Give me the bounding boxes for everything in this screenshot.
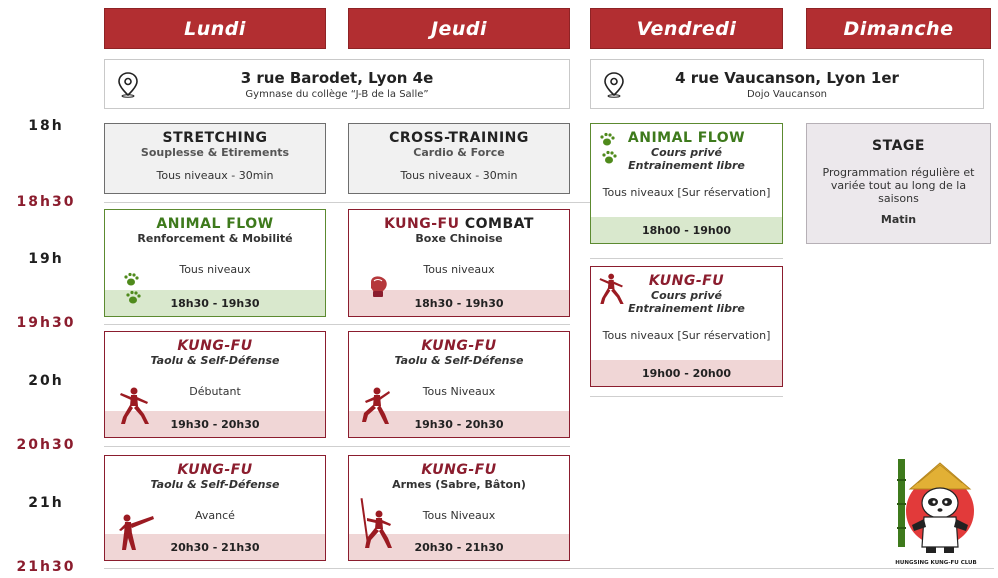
time-21h: 21h <box>28 495 64 511</box>
card-level: Tous Niveaux <box>422 385 496 398</box>
card-title: STAGE <box>872 138 925 154</box>
time-20h: 20h <box>28 373 64 389</box>
card-stretching[interactable] <box>104 123 326 194</box>
card-hours: 19h30 - 20h30 <box>349 411 569 437</box>
day-header-jeudi: Jeudi <box>348 8 570 49</box>
day-header-vendredi: Vendredi <box>590 8 783 49</box>
card-hours: 20h30 - 21h30 <box>349 534 569 560</box>
card-subtitle: Renforcement & Mobilité <box>137 232 293 245</box>
card-subtitle: Cours privé <box>651 289 722 302</box>
card-hours: 20h30 - 21h30 <box>105 534 325 560</box>
card-cross-training[interactable] <box>348 123 570 194</box>
card-title: CROSS-TRAINING <box>389 130 529 146</box>
time-20h30: 20h30 <box>16 437 76 453</box>
card-hours: 18h00 - 19h00 <box>591 217 782 243</box>
divider <box>590 258 783 259</box>
time-18h: 18h <box>28 118 64 134</box>
card-subtitle: Souplesse & Etirements <box>140 146 290 159</box>
card-title <box>349 216 569 232</box>
card-hours: 19h00 - 20h00 <box>591 360 782 386</box>
kung-fu-kick-icon <box>117 512 155 552</box>
card-subtitle: Boxe Chinoise <box>415 232 503 245</box>
card-animal-flow-lundi[interactable] <box>104 209 326 317</box>
kung-fu-fighter-icon <box>597 271 627 307</box>
card-level: Tous niveaux [Sur réservation] <box>602 186 771 199</box>
card-hours: 19h30 - 20h30 <box>105 411 325 437</box>
card-title-part: COMBAT <box>464 216 534 232</box>
card-level: Avancé <box>195 509 235 522</box>
card-kung-fu-jeudi-armes[interactable] <box>348 455 570 561</box>
card-title: KUNG-FU <box>421 338 497 354</box>
card-subtitle: Cours privé <box>651 146 722 159</box>
time-19h: 19h <box>28 251 64 267</box>
card-level: Tous niveaux <box>423 263 495 276</box>
card-level: Tous niveaux - 30min <box>156 169 274 182</box>
card-kung-fu-jeudi-taolu[interactable] <box>348 331 570 438</box>
time-19h30: 19h30 <box>16 315 76 331</box>
card-title: KUNG-FU <box>648 273 725 289</box>
location-address: 4 rue Vaucanson, Lyon 1er <box>675 68 899 87</box>
card-when: Matin <box>880 213 917 226</box>
card-kung-fu-combat-jeudi[interactable] <box>348 209 570 317</box>
card-level: Débutant <box>189 385 241 398</box>
divider <box>104 568 994 569</box>
card-title-part: KUNG-FU <box>384 216 460 232</box>
map-pin-icon <box>603 72 625 98</box>
card-subtitle: Cardio & Force <box>413 146 505 159</box>
club-logo-text: HUNGSING KUNG-FU CLUB <box>895 560 977 566</box>
card-title: KUNG-FU <box>177 338 253 354</box>
boxing-glove-icon <box>365 272 393 300</box>
card-hours: 18h30 - 19h30 <box>349 290 569 316</box>
card-description: Programmation régulière et variée tout au long de la saisons <box>822 166 975 205</box>
club-logo-panda <box>890 455 982 567</box>
time-21h30: 21h30 <box>16 559 76 575</box>
card-subtitle: Armes (Sabre, Bâton) <box>392 478 526 491</box>
divider <box>104 446 570 447</box>
card-level: Tous niveaux [Sur réservation] <box>602 329 771 342</box>
kung-fu-fighter-icon <box>117 386 153 426</box>
card-animal-flow-vendredi[interactable] <box>590 123 783 244</box>
card-stage-dimanche[interactable] <box>806 123 991 244</box>
card-title: KUNG-FU <box>177 462 253 478</box>
card-level: Tous Niveaux <box>422 509 496 522</box>
card-level: Tous niveaux - 30min <box>400 169 518 182</box>
card-subtitle: Taolu & Self-Défense <box>150 354 280 367</box>
card-title: KUNG-FU <box>421 462 497 478</box>
card-subtitle: Taolu & Self-Défense <box>394 354 524 367</box>
time-18h30: 18h30 <box>16 194 76 210</box>
location-venue: Dojo Vaucanson <box>746 88 828 100</box>
day-header-dimanche: Dimanche <box>806 8 991 49</box>
card-hours: 18h30 - 19h30 <box>105 290 325 316</box>
day-header-lundi: Lundi <box>104 8 326 49</box>
kung-fu-fighter-icon <box>359 386 395 426</box>
card-kung-fu-lundi-debutant[interactable] <box>104 331 326 438</box>
location-address: 3 rue Barodet, Lyon 4e <box>240 68 434 87</box>
location-venue: Gymnase du collège “J-B de la Salle” <box>245 88 429 100</box>
card-title: ANIMAL FLOW <box>627 130 746 146</box>
card-subtitle: Taolu & Self-Défense <box>150 478 280 491</box>
map-pin-icon <box>117 72 139 98</box>
location-vaucanson <box>590 59 984 109</box>
paw-prints-icon <box>123 272 143 306</box>
card-kung-fu-vendredi[interactable] <box>590 266 783 387</box>
paw-prints-icon <box>599 132 619 166</box>
card-subtitle-2: Entrainement libre <box>628 159 745 172</box>
location-barodet <box>104 59 570 109</box>
card-kung-fu-lundi-avance[interactable] <box>104 455 326 561</box>
card-subtitle-2: Entrainement libre <box>628 302 745 315</box>
divider <box>590 396 783 397</box>
kung-fu-staff-icon <box>357 496 397 552</box>
divider <box>104 324 570 325</box>
card-title: STRETCHING <box>162 130 268 146</box>
card-level: Tous niveaux <box>179 263 251 276</box>
card-title: ANIMAL FLOW <box>156 216 274 232</box>
